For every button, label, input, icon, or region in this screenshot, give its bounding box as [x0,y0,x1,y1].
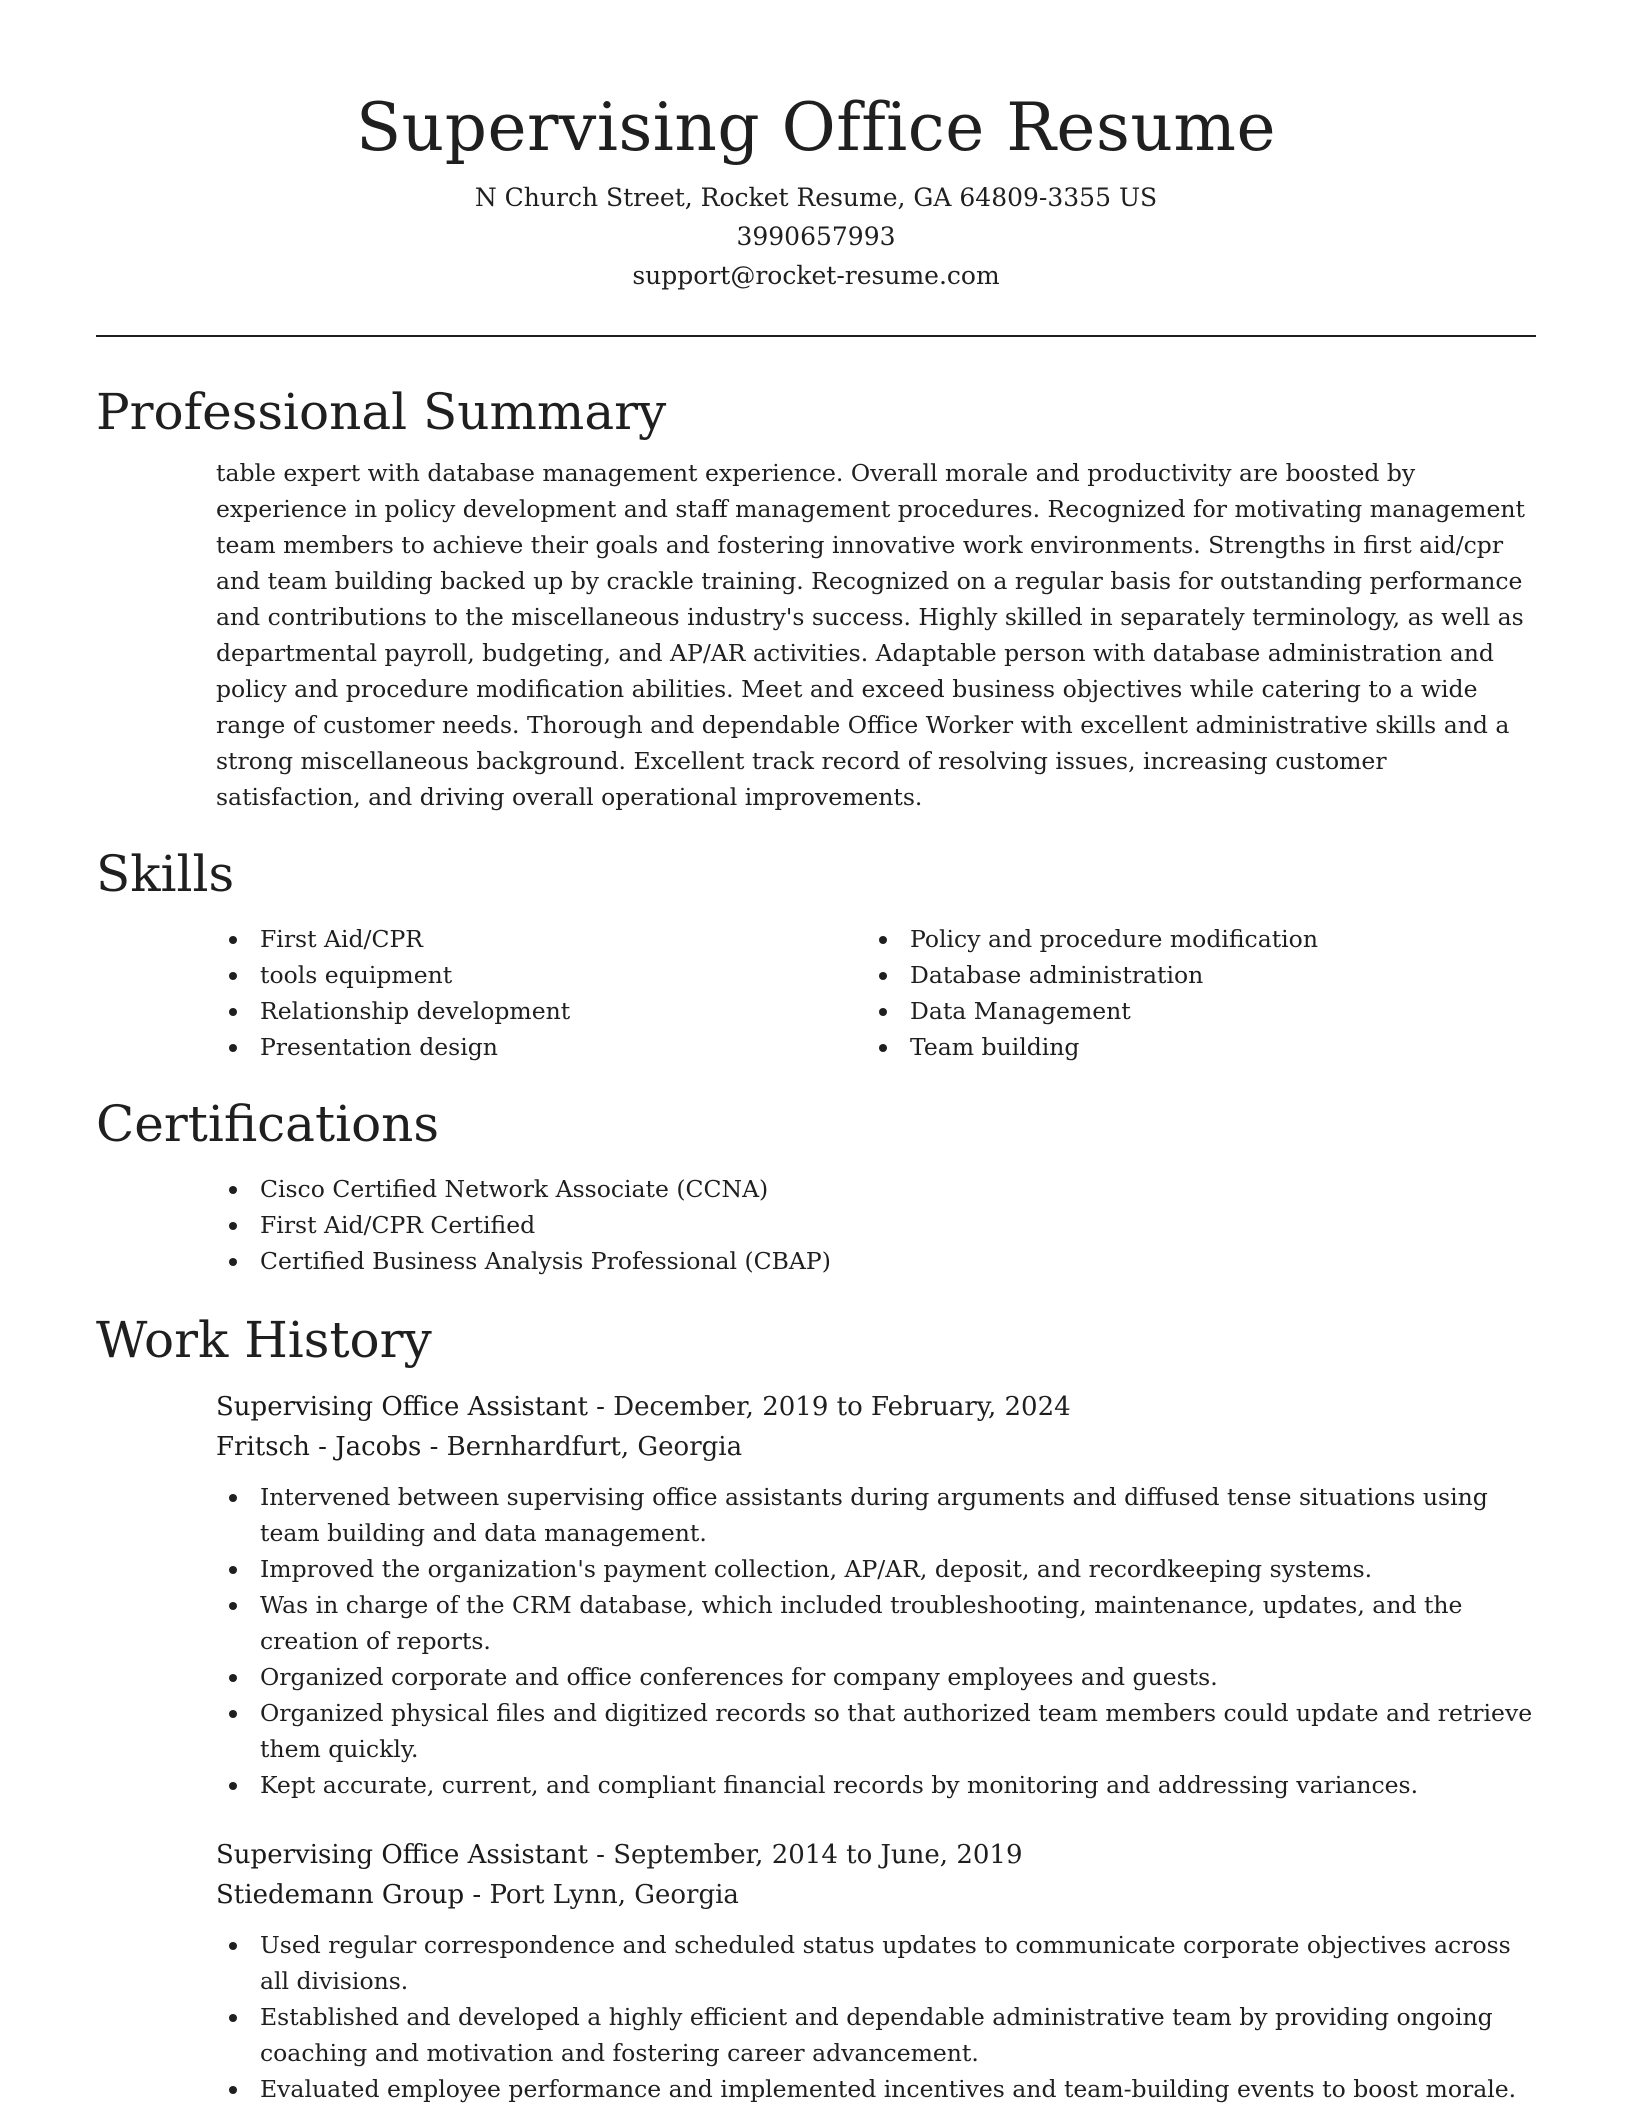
job-company-line [216,1427,1536,1467]
contact-address: N Church Street, Rocket Resume, GA 64809-3355 US [474,183,1158,212]
job-title: Supervising Office Assistant [216,1392,588,1422]
certification-item: First Aid/CPR Certified [216,1207,1536,1243]
skill-item: First Aid/CPR [216,921,866,957]
job-entry [216,1835,1536,2107]
job-duty-item: Organized corporate and office conferences for company employees and guests. [216,1659,1536,1695]
job-company: Fritsch - Jacobs [216,1432,422,1462]
summary-text: table expert with database management experience. Overall morale and productivity are boosted by experience in policy development and staff management procedures. Recognized for motivating management team members to achieve their goals and fostering innovative work environments. Strengths in first aid/cpr and team building backed up by crackle training. Recognized on a regular basis for outstanding performance and contributions to the miscellaneous industry's success. Highly skilled in separately terminology, as well as departmental payroll, budgeting, and AP/AR activities. Adaptable person with database administration and policy and procedure modification abilities. Meet and exceed business objectives while catering to a wide range of customer needs. Thorough and dependable Office Worker with excellent administrative skills and a strong miscellaneous background. Excellent track record of resolving issues, increasing customer satisfaction, and driving overall operational improvements. [216,459,1525,811]
skill-item: Relationship development [216,993,866,1029]
resume-title: Supervising Office Resume [355,89,1277,166]
skill-item: Team building [866,1029,1516,1065]
certification-item: Cisco Certified Network Associate (CCNA) [216,1171,1536,1207]
skills-section [0,839,1632,1065]
skill-item: Policy and procedure modification [866,921,1516,957]
skill-item: tools equipment [216,957,866,993]
contact-phone: 3990657993 [736,222,896,251]
job-duty-item: Used regular correspondence and scheduled status updates to communicate corporate objectives across all divisions. [216,1927,1536,1999]
skills-list-right [866,921,1516,1065]
job-entry [216,1387,1536,1803]
job-dates: - September, 2014 to June, 2019 [587,1840,1023,1870]
work-history-section [0,1305,1632,2107]
certifications-list [216,1171,1536,1279]
job-duty-item: Evaluated employee performance and implemented incentives and team-building events to boost morale. [216,2071,1536,2107]
section-heading-work-history: Work History [96,1311,432,1369]
contact-email: support@rocket-resume.com [632,261,1000,290]
section-heading-certifications: Certifications [96,1095,440,1153]
job-duty-item: Was in charge of the CRM database, which included troubleshooting, maintenance, updates, and the creation of reports. [216,1587,1536,1659]
job-company-line [216,1875,1536,1915]
skills-columns [216,921,1536,1065]
skill-item: Data Management [866,993,1516,1029]
job-location: - Bernhardfurt, Georgia [421,1432,743,1462]
job-duties-list [216,1479,1536,1803]
job-duty-item: Organized physical files and digitized records so that authorized team members could update and retrieve them quickly. [216,1695,1536,1767]
job-duty-item: Improved the organization's payment collection, AP/AR, deposit, and recordkeeping systems. [216,1551,1536,1587]
section-heading-summary: Professional Summary [96,383,667,441]
certification-item: Certified Business Analysis Professional (CBAP) [216,1243,1536,1279]
job-duty-item: Established and developed a highly efficient and dependable administrative team by providing ongoing coaching and motivation and fostering career advancement. [216,1999,1536,2071]
job-duty-item: Kept accurate, current, and compliant financial records by monitoring and addressing variances. [216,1767,1536,1803]
job-duties-list [216,1927,1536,2107]
job-location: - Port Lynn, Georgia [464,1880,739,1910]
job-company: Stiedemann Group [216,1880,465,1910]
skills-list-left [216,921,866,1065]
resume-header [0,0,1632,295]
job-title: Supervising Office Assistant [216,1840,588,1870]
header-divider [96,335,1536,337]
summary-section [0,377,1632,815]
skill-item: Database administration [866,957,1516,993]
skill-item: Presentation design [216,1029,866,1065]
job-dates: - December, 2019 to February, 2024 [587,1392,1071,1422]
job-title-line [216,1387,1536,1427]
job-duty-item: Intervened between supervising office assistants during arguments and diffused tense situations using team building and data management. [216,1479,1536,1551]
certifications-section [0,1089,1632,1279]
section-heading-skills: Skills [96,845,235,903]
job-title-line [216,1835,1536,1875]
